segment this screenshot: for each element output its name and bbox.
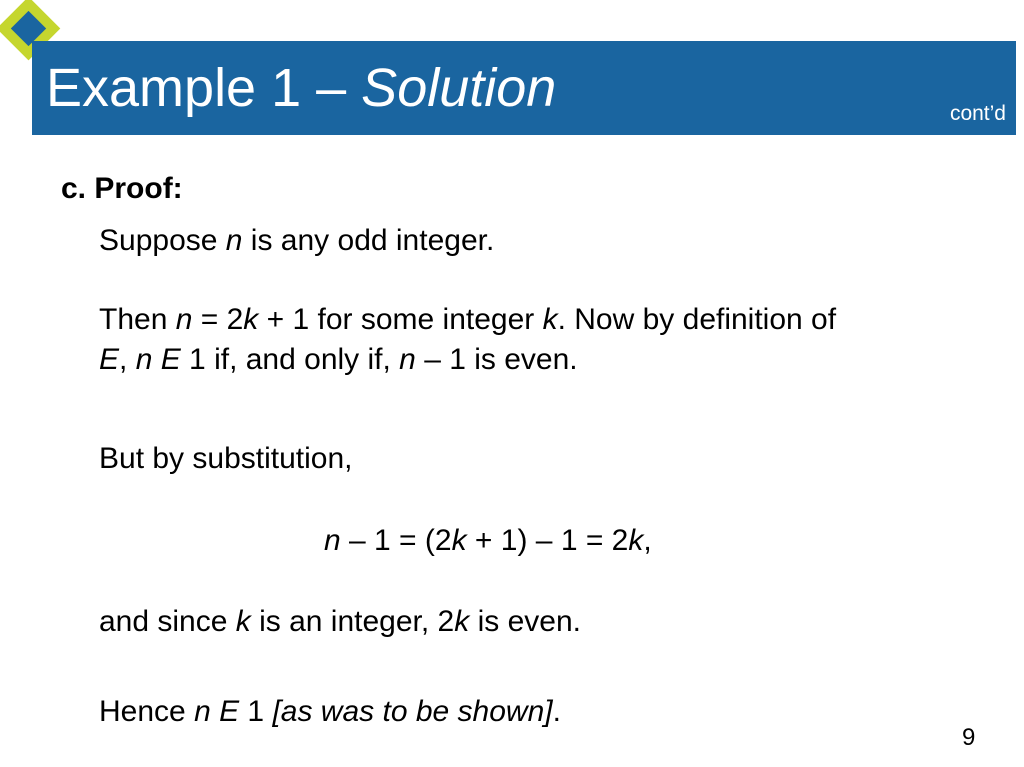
proof-line-3: E, n E 1 if, and only if, n – 1 is even. bbox=[99, 343, 578, 376]
page-number: 9 bbox=[962, 724, 976, 751]
proof-line-2: Then n = 2k + 1 for some integer k. Now by definition of bbox=[99, 303, 837, 336]
proof-line-5: and since k is an integer, 2k is even. bbox=[99, 605, 581, 638]
title-italic: Solution bbox=[361, 58, 557, 118]
proof-heading: c. Proof: bbox=[61, 172, 183, 205]
proof-line-4: But by substitution, bbox=[99, 442, 353, 475]
slide-title bbox=[46, 55, 556, 121]
title-main: Example 1 – bbox=[46, 58, 362, 118]
proof-equation: n – 1 = (2k + 1) – 1 = 2k, bbox=[324, 524, 652, 557]
proof-line-6: Hence n E 1 [as was to be shown]. bbox=[99, 695, 561, 728]
title-bar bbox=[32, 41, 1016, 135]
proof-line-1: Suppose n is any odd integer. bbox=[99, 224, 495, 257]
continued-label: cont’d bbox=[949, 102, 1006, 125]
